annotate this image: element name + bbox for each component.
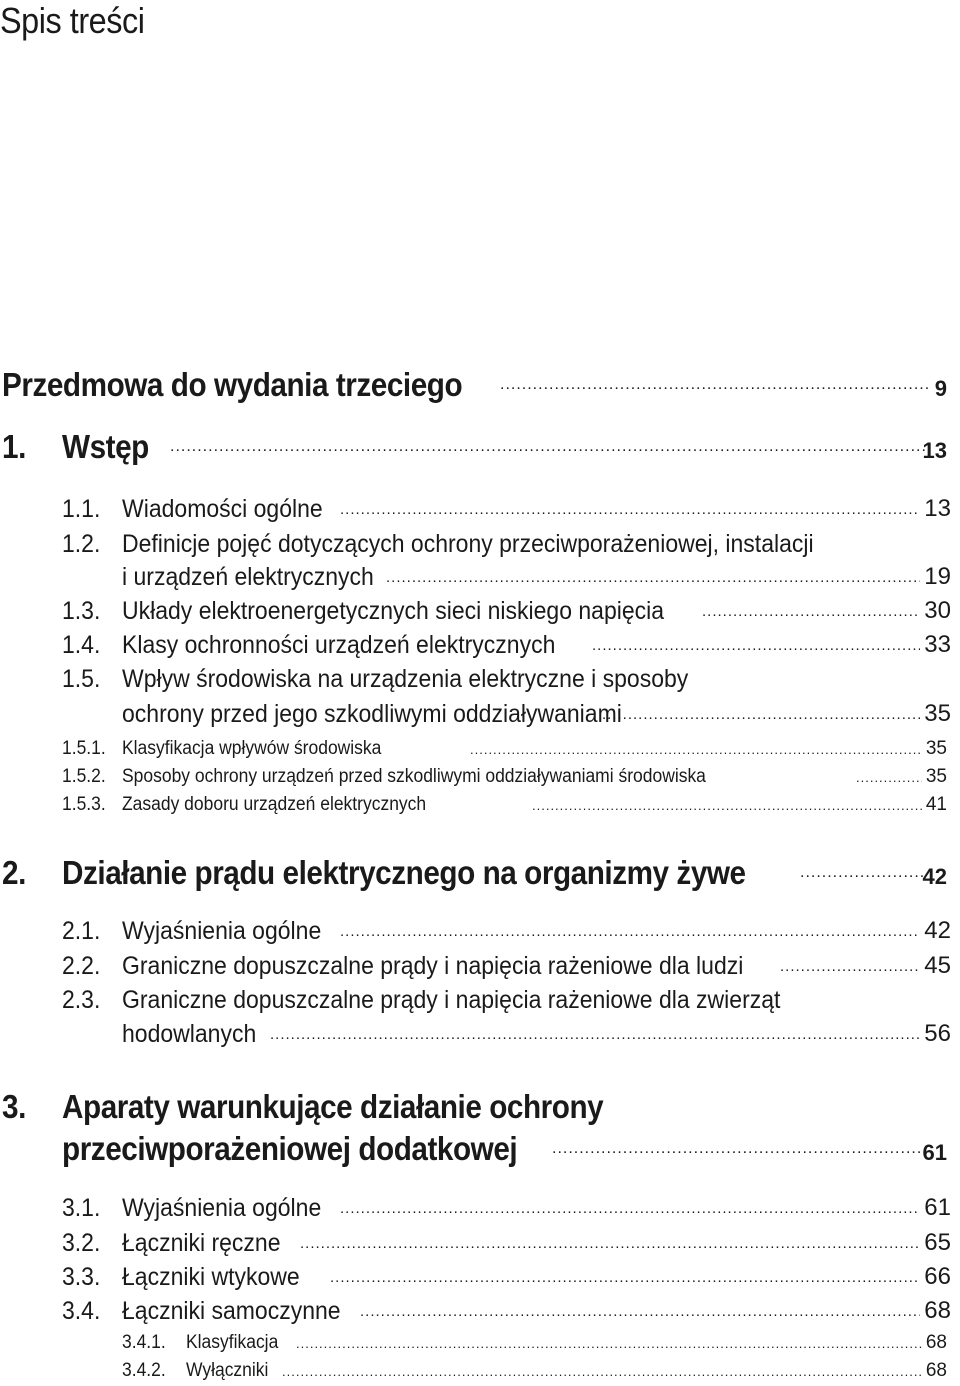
toc-subsection-title: Zasady doboru urządzeń elektrycznych (122, 794, 427, 815)
toc-leader-dots (282, 1364, 922, 1379)
toc-section-1-3[interactable] (0, 597, 955, 627)
toc-subsection-1-5-3[interactable] (0, 794, 955, 818)
toc-chapter-title-line2: przeciwporażeniowej dodatkowej (62, 1130, 518, 1167)
toc-leader-dots (270, 1026, 920, 1043)
toc-section-page: 66 (924, 1263, 951, 1290)
toc-section-page: 30 (924, 597, 951, 624)
toc-subsection-3-4-2[interactable] (0, 1360, 955, 1384)
toc-section-1-5[interactable] (0, 665, 955, 695)
toc-section-page: 35 (924, 700, 951, 727)
toc-subsection-page: 35 (925, 738, 947, 759)
toc-section-title-line2: hodowlanych (122, 1020, 257, 1048)
toc-leader-dots (300, 1235, 920, 1252)
toc-section-1-1[interactable] (0, 495, 955, 525)
toc-chapter-3-cont[interactable] (0, 1130, 955, 1170)
toc-leader-dots (500, 376, 928, 394)
toc-leader-dots (340, 1200, 920, 1217)
toc-section-3-3[interactable] (0, 1263, 955, 1293)
toc-subsection-number: 3.4.1. (122, 1332, 166, 1353)
toc-section-3-1[interactable] (0, 1194, 955, 1224)
toc-section-page: 65 (924, 1229, 951, 1256)
toc-section-title: Łączniki samoczynne (122, 1297, 341, 1325)
toc-subsection-1-5-1[interactable] (0, 738, 955, 762)
toc-chapter-3[interactable] (0, 1088, 955, 1128)
toc-chapter-2[interactable] (0, 854, 955, 894)
toc-subsection-1-5-2[interactable] (0, 766, 955, 790)
toc-leader-dots (296, 1336, 922, 1351)
toc-leader-dots (602, 706, 920, 723)
toc-chapter-number: 3. (2, 1088, 26, 1125)
toc-subsection-3-4-1[interactable] (0, 1332, 955, 1356)
toc-section-page: 68 (924, 1297, 951, 1324)
toc-leader-dots (592, 637, 920, 654)
toc-subsection-number: 1.5.2. (62, 766, 106, 787)
toc-subsection-page: 68 (925, 1332, 947, 1353)
toc-leader-dots (780, 958, 920, 975)
toc-section-number: 1.5. (62, 665, 101, 693)
toc-section-1-2[interactable] (0, 530, 955, 560)
toc-section-title-line1: Definicje pojęć dotyczących ochrony przeciwporażeniowej, instalacji (122, 530, 814, 558)
toc-chapter-title-line1: Aparaty warunkujące działanie ochrony (62, 1088, 604, 1125)
toc-section-2-3-cont[interactable] (0, 1020, 955, 1050)
toc-subsection-title: Klasyfikacja wpływów środowiska (122, 738, 382, 759)
toc-leader-dots (386, 569, 920, 586)
toc-section-title-line2: i urządzeń elektrycznych (122, 563, 374, 591)
page-title: Spis treści (0, 0, 145, 41)
toc-section-title: Wyjaśnienia ogólne (122, 917, 322, 945)
toc-section-title: Łączniki wtykowe (122, 1263, 300, 1291)
toc-section-1-2-cont[interactable] (0, 563, 955, 593)
toc-section-title: Klasy ochronności urządzeń elektrycznych (122, 631, 556, 659)
toc-section-page: 13 (924, 495, 951, 522)
toc-entry-preface[interactable] (0, 366, 955, 406)
toc-chapter-number: 2. (2, 854, 26, 891)
toc-section-page: 61 (924, 1194, 951, 1221)
toc-section-number: 1.1. (62, 495, 101, 523)
toc-section-number: 3.1. (62, 1194, 101, 1222)
toc-chapter-1[interactable] (0, 428, 955, 468)
toc-section-page: 42 (924, 917, 951, 944)
toc-leader-dots (340, 923, 920, 940)
toc-section-3-4[interactable] (0, 1297, 955, 1327)
toc-leader-dots (532, 798, 922, 813)
toc-section-title-line2: ochrony przed jego szkodliwymi oddziaływaniami (122, 700, 622, 728)
toc-section-title: Wyjaśnienia ogólne (122, 1194, 322, 1222)
toc-chapter-page: 42 (922, 864, 947, 889)
toc-leader-dots (470, 742, 922, 757)
toc-entry-title: Przedmowa do wydania trzeciego (2, 366, 463, 403)
toc-section-3-2[interactable] (0, 1229, 955, 1259)
toc-leader-dots (170, 438, 925, 456)
toc-section-1-4[interactable] (0, 631, 955, 661)
toc-leader-dots (360, 1303, 920, 1320)
toc-section-number: 1.4. (62, 631, 101, 659)
toc-chapter-number: 1. (2, 428, 26, 465)
toc-section-title: Układy elektroenergetycznych sieci niskiego napięcia (122, 597, 665, 625)
toc-section-number: 3.4. (62, 1297, 101, 1325)
toc-leader-dots (702, 603, 920, 620)
toc-section-number: 1.3. (62, 597, 101, 625)
toc-section-number: 2.1. (62, 917, 101, 945)
toc-leader-dots (552, 1140, 925, 1158)
toc-subsection-number: 1.5.1. (62, 738, 106, 759)
toc-leader-dots (330, 1269, 920, 1286)
toc-section-title-line1: Wpływ środowiska na urządzenia elektryczne i sposoby (122, 665, 689, 693)
toc-section-number: 2.3. (62, 986, 101, 1014)
toc-section-page: 45 (924, 952, 951, 979)
toc-chapter-page: 61 (922, 1140, 947, 1165)
toc-section-title: Wiadomości ogólne (122, 495, 323, 523)
toc-subsection-title: Klasyfikacja (186, 1332, 279, 1353)
toc-section-title: Łączniki ręczne (122, 1229, 281, 1257)
toc-subsection-page: 68 (925, 1360, 947, 1381)
toc-subsection-number: 3.4.2. (122, 1360, 166, 1381)
toc-subsection-title: Wyłączniki (186, 1360, 269, 1381)
toc-section-number: 3.2. (62, 1229, 101, 1257)
toc-subsection-number: 1.5.3. (62, 794, 106, 815)
toc-section-page: 33 (924, 631, 951, 658)
toc-section-number: 3.3. (62, 1263, 101, 1291)
toc-subsection-page: 41 (925, 794, 947, 815)
toc-section-2-1[interactable] (0, 917, 955, 947)
toc-chapter-title: Działanie prądu elektrycznego na organizmy żywe (62, 854, 746, 891)
toc-section-1-5-cont[interactable] (0, 700, 955, 730)
toc-section-page: 19 (924, 563, 951, 590)
toc-chapter-page: 13 (922, 438, 947, 463)
toc-section-number: 1.2. (62, 530, 101, 558)
toc-section-title: Graniczne dopuszczalne prądy i napięcia rażeniowe dla ludzi (122, 952, 744, 980)
toc-chapter-title: Wstęp (62, 428, 149, 465)
toc-section-2-2[interactable] (0, 952, 955, 982)
toc-entry-page: 9 (934, 376, 947, 401)
toc-section-page: 56 (924, 1020, 951, 1047)
toc-section-number: 2.2. (62, 952, 101, 980)
toc-subsection-title: Sposoby ochrony urządzeń przed szkodliwymi oddziaływaniami środowiska (122, 766, 706, 787)
toc-section-title-line1: Graniczne dopuszczalne prądy i napięcia rażeniowe dla zwierząt (122, 986, 781, 1014)
toc-section-2-3[interactable] (0, 986, 955, 1016)
toc-subsection-page: 35 (925, 766, 947, 787)
toc-leader-dots (340, 501, 920, 518)
